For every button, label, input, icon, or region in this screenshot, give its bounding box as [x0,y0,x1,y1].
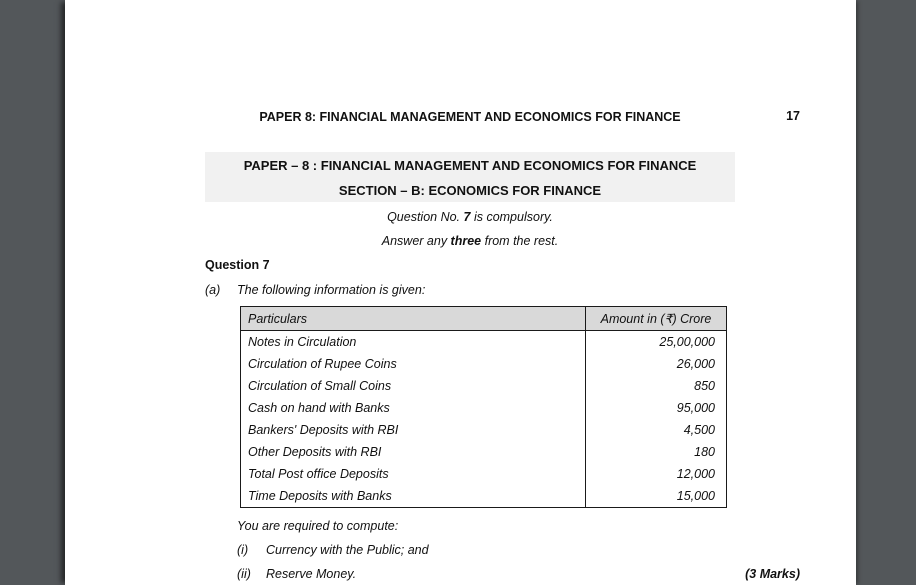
instruction-answer-pre: Answer any [381,234,451,248]
table-cell-amount: 25,00,000 [659,335,715,349]
compute-item-i [237,543,429,558]
table-header-particulars: Particulars [241,307,586,330]
instruction-answer-bold: three [450,234,482,248]
table-row [241,353,726,375]
table-header-row [241,307,726,331]
compute-item-ii-text: Reserve Money. [266,567,357,581]
table-cell-amount: 12,000 [676,467,715,481]
table-row [241,397,726,419]
marks-badge: (3 Marks) [745,567,800,581]
instruction-answer-any [205,233,735,249]
compute-intro: You are required to compute: [237,519,399,533]
table-cell-particular: Time Deposits with Banks [241,485,586,507]
running-header: PAPER 8: FINANCIAL MANAGEMENT AND ECONOMICS FOR FINANCE [259,110,681,124]
instruction-answer-post: from the rest. [481,234,559,248]
question-part-a [205,282,425,298]
compute-item-ii [237,567,356,582]
table-cell-amount: 180 [694,445,715,459]
table-cell-particular: Notes in Circulation [241,331,586,353]
table-cell-particular: Circulation of Small Coins [241,375,586,397]
section-title-line1: PAPER – 8 : FINANCIAL MANAGEMENT AND ECONOMICS FOR FINANCE [243,158,697,173]
table-cell-amount: 26,000 [676,357,715,371]
table-cell-particular: Total Post office Deposits [241,463,586,485]
table-header-amount: Amount in (₹) Crore [600,312,712,326]
table-cell-amount: 4,500 [683,423,715,437]
table-cell-particular: Cash on hand with Banks [241,397,586,419]
table-cell-particular: Circulation of Rupee Coins [241,353,586,375]
instruction-compulsory [205,209,735,225]
document-page[interactable] [65,0,856,585]
question-heading: Question 7 [205,258,270,272]
instruction-compulsory-post: is compulsory. [470,210,553,224]
section-title-line2: SECTION – B: ECONOMICS FOR FINANCE [338,183,602,198]
instruction-compulsory-pre: Question No. [387,210,464,224]
compute-item-i-text: Currency with the Public; and [266,543,429,557]
page-number: 17 [786,109,800,123]
table-cell-amount: 95,000 [676,401,715,415]
table-cell-amount: 15,000 [676,489,715,503]
table-cell-particular: Other Deposits with RBI [241,441,586,463]
compute-item-i-label: (i) [237,543,249,557]
part-a-label: (a) [205,283,221,297]
table-row [241,331,726,353]
part-a-text: The following information is given: [237,283,426,297]
table-row [241,419,726,441]
table-row [241,375,726,397]
table-cell-particular: Bankers' Deposits with RBI [241,419,586,441]
table-cell-amount: 850 [694,379,715,393]
table-row [241,463,726,485]
table-row [241,441,726,463]
table-row [241,485,726,507]
instruction-compulsory-bold: 7 [463,210,471,224]
compute-item-ii-label: (ii) [237,567,251,581]
information-table [240,306,727,508]
